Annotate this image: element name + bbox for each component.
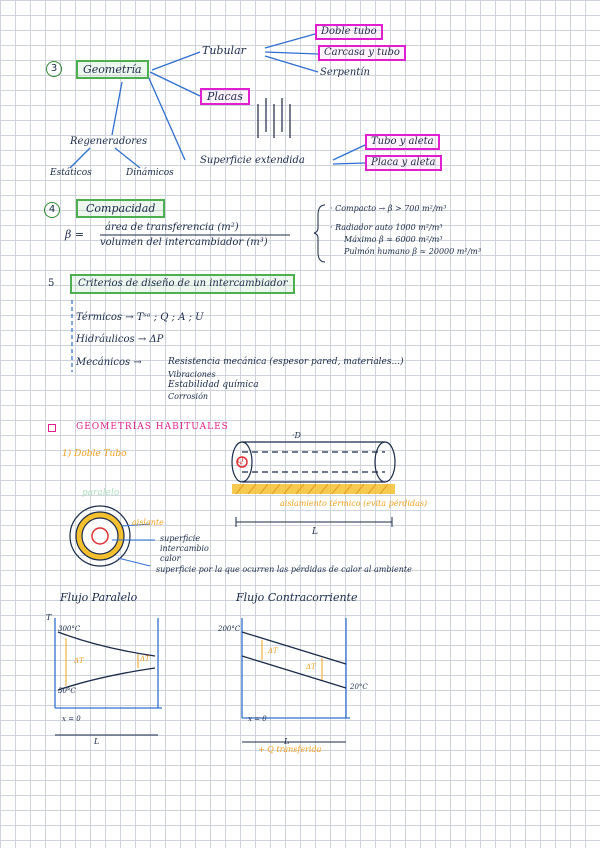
paralelo-top-temp: 300°C [58,625,81,633]
transferencia-note: + Q transferida [258,745,322,754]
paralelo-dt-left: ΔT [74,657,84,665]
compacto-line: · Compacto → β > 700 m²/m³ [330,204,447,213]
regeneradores-label: Regeneradores [70,136,148,147]
section-4-number: 4 [44,202,60,218]
placas-box: Placas [200,88,250,105]
maximo-line: Máximo β ≈ 6000 m²/m³ [344,235,443,244]
doble-tubo-subtitle: 1) Doble Tubo [62,449,127,459]
contra-dt-left: ΔT [268,647,278,655]
geometrias-title: GEOMETRÍAS HABITUALES [76,422,229,432]
paralelo-bottom-temp: 30°C [58,687,76,695]
contra-bottom-temp: 20°C [350,683,368,691]
aislamiento-label: aislamiento térmico (evita pérdidas) [280,499,428,508]
vibraciones-line: Vibraciones [168,370,216,379]
section-3-number: 3 [46,61,62,77]
pipe-length-label: L [312,527,318,537]
paralelo-dt-right: ΔT [140,655,150,663]
compacidad-denominator: volumen del intercambiador (m³) [100,237,268,248]
flujo-contracorriente-title: Flujo Contracorriente [236,591,358,604]
radiador-line: · Radiador auto 1000 m²/m³ [330,223,443,232]
carcasa-tubo-box: Carcasa y tubo [318,45,406,61]
tubular-label: Tubular [202,44,246,57]
resistencia-line: Resistencia mecánica (espesor pared, materiales...) [168,357,404,367]
corrosion-line: Corrosión [168,392,209,401]
doble-tubo-box: Doble tubo [315,24,383,40]
estaticos-label: Estáticos [50,168,92,178]
pink-square-bullet [48,424,56,432]
tubo-aleta-box: Tubo y aleta [365,134,440,150]
termicos-line: Térmicos → Tˢᵃ ; Q ; A ; U [76,312,204,323]
contra-dt-right: ΔT [306,663,316,671]
flujo-paralelo-title: Flujo Paralelo [60,591,138,604]
section-5-title: Criterios de diseño de un intercambiador [70,274,295,294]
serpentin-label: Serpentín [320,67,370,78]
aislante-label: aislante [132,518,164,527]
superficie-intercambio-label: superficie intercambio calor [160,534,209,563]
section-4-title: Compacidad [76,199,165,218]
paralelo-length: L [94,737,100,746]
mecanicos-line: Mecánicos → [76,357,142,368]
contra-length: L [284,737,290,746]
section-3-title: Geometría [76,60,149,79]
superficie-perdidas-label: superficie por la que ocurren las pérdidas de calor al ambiente [156,565,412,574]
estabilidad-line: Estabilidad química [168,380,259,390]
faded-label: paralelo [82,488,120,498]
contra-x0: x = 0 [248,715,267,723]
contra-top-temp: 200°C [218,625,241,633]
compacidad-numerator: área de transferencia (m²) [105,222,239,233]
hidraulicos-line: Hidráulicos → ΔP [76,334,164,345]
paralelo-t-axis: T [46,613,52,622]
q-label: Q [237,456,244,465]
section-5-number: 5 [48,278,55,289]
beta-symbol: β = [65,228,85,241]
dot-d-label: ·D [292,431,301,440]
dinamicos-label: Dinámicos [126,168,174,178]
placa-aleta-box: Placa y aleta [365,155,442,171]
superficie-extendida-label: Superficie extendida [200,155,305,166]
pulmon-line: Pulmón humano β ≈ 20000 m²/m³ [344,247,482,256]
paralelo-x0: x = 0 [62,715,81,723]
